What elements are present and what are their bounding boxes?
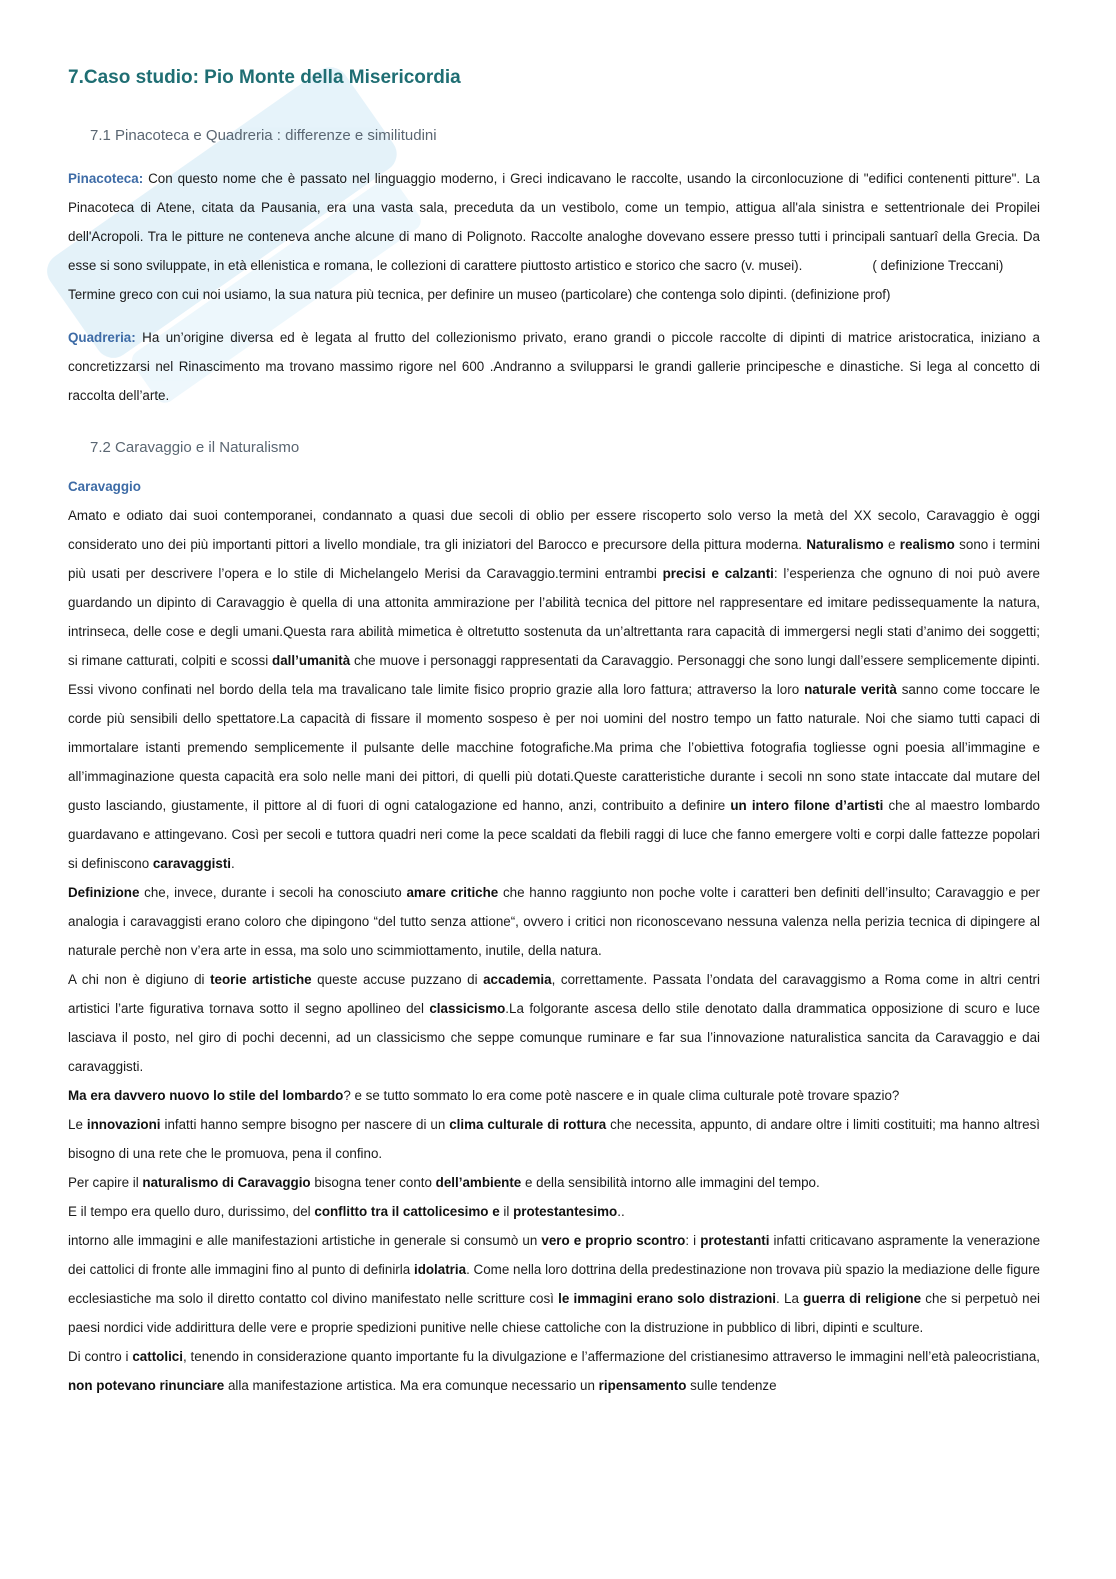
text-run: che muove i personaggi rappresentati da Caravaggio. Personaggi che sono lungi dall’essere semplicemente dipinti. Essi vivono confinati nel bordo della tela ma travalicano tale limite fisico proprio grazie alla loro fattura; attraverso la loro [68,653,1040,697]
pinacoteca-source: ( definizione Treccani) [872,258,1004,273]
bold-term: dall’umanità [272,653,351,668]
bold-term: idolatria [413,1262,467,1277]
bold-term: innovazioni [86,1117,161,1132]
text-run: che, invece, durante i secoli ha conosciuto [139,885,407,900]
bold-term: Definizione [68,885,140,900]
bold-term: protestantesimo [513,1204,618,1219]
text-run: .. [617,1204,625,1219]
quadreria-text: Ha un’origine diversa ed è legata al frutto del collezionismo privato, erano grandi o piccole raccolte di dipinti di matrice aristocratica, iniziano a concretizzarsi nel Rinascimento ma trovano massimo rigore nel 600 .Andranno a svilupparsi le grandi gallerie principesche e dinastiche. Si lega al concetto di raccolta dell’arte. [68,330,1040,403]
bold-term: clima culturale di rottura [449,1117,607,1132]
text-run: , correttamente. Passata l’ondata del caravaggismo a Roma come in altri centri artistici l’arte figurativa tornava sotto il segno apollineo del [68,972,1040,1016]
pinacoteca-label: Pinacoteca: [68,171,144,186]
bold-term: realismo [899,537,955,552]
text-run: . Come nella loro dottrina della predestinazione non trovava più spazio la mediazione delle figure ecclesiastiche ma solo il diretto contatto col divino manifestato nelle scritture così [68,1262,1040,1306]
bold-term: protestanti [700,1233,770,1248]
bold-term: ripensamento [598,1378,687,1393]
text-run: E il tempo era quello duro, durissimo, del [68,1204,315,1219]
bold-term: guerra di religione [803,1291,922,1306]
text-run: : l’esperienza che ognuno di noi può avere guardando un dipinto di Caravaggio è quella di una attonita ammirazione per l’abilità tecnica del pittore nel rappresentare ed imitare pedissequamente la natura, intrinseca, delle cose e degli umani.Questa rara abilità mimetica è oltretutto sostenuta da un’altrettanta rara capacità di immergersi negli stati d’animo dei soggetti; si rimane catturati, colpiti e scossi [68,566,1040,668]
bold-term: naturale verità [804,682,897,697]
bold-term: Ma era davvero nuovo lo stile del lombardo [68,1088,344,1103]
bold-term: teorie artistiche [210,972,312,987]
body-paragraph [68,965,1040,1081]
bold-term: le immagini erano solo distrazioni [558,1291,777,1306]
text-run: Di contro i [68,1349,133,1364]
text-run: A chi non è digiuno di [68,972,211,987]
pinacoteca-text: Con questo nome che è passato nel linguaggio moderno, i Greci indicavano le raccolte, usando la circonlocuzione di "edifici contenenti pitture". La Pinacoteca di Atene, citata da Pausania, era una vasta sala, preceduta da un vestibolo, come un tempio, attigua all'ala sinistra e settentrionale dei Propilei dell'Acropoli. Tra le pitture ne conteneva anche alcune di mano di Polignoto. Raccolte analoghe dovevano essere presso tutti i principali santuarî della Grecia. Da esse si sono sviluppate, in età ellenistica e romana, le collezioni di carattere piuttosto artistico e storico che sacro (v. musei). [68,171,1040,273]
text-run: Le [68,1117,87,1132]
text-run: sulle tendenze [686,1378,777,1393]
bold-term: accademia [483,972,552,987]
text-run: che necessita, appunto, di andare oltre i limiti costituiti; ma hanno altresì bisogno di una rete che le promuova, pena il confino. [68,1117,1040,1161]
text-run: , tenendo in considerazione quanto importante fu la divulgazione e l’affermazione del cristianesimo attraverso le immagini nell’età paleocristiana, [182,1349,1040,1364]
bold-term: dell’ambiente [435,1175,522,1190]
body-paragraph [68,1168,1040,1197]
text-run: ? e se tutto sommato lo era come potè nascere e in quale clima culturale potè trovare spazio? [343,1088,900,1103]
text-run: . [231,856,235,871]
text-run: e della sensibilità intorno alle immagini del tempo. [521,1175,820,1190]
bold-term: cattolici [132,1349,183,1364]
text-run: : i [685,1233,701,1248]
body-paragraph [68,1197,1040,1226]
text-run: Per capire il [68,1175,143,1190]
bold-term: Naturalismo [806,537,884,552]
quadreria-paragraph [68,323,1040,410]
bold-term: vero e proprio scontro [541,1233,686,1248]
text-run: alla manifestazione artistica. Ma era comunque necessario un [224,1378,599,1393]
pinacoteca-prof-definition: Termine greco con cui noi usiamo, la sua natura più tecnica, per definire un museo (particolare) che contenga solo dipinti. (definizione prof) [68,287,891,302]
text-run: bisogna tener conto [310,1175,436,1190]
quadreria-label: Quadreria: [68,330,136,345]
text-run: che al maestro lombardo guardavano e attingevano. Così per secoli e tuttora quadri neri come la pece scaldati da flebili raggi di luce che fanno emergere volti e corpi dalle fattezze popolari si definiscono [68,798,1040,871]
bold-term: non potevano rinunciare [68,1378,225,1393]
text-run: Amato e odiato dai suoi contemporanei, condannato a quasi due secoli di oblio per essere riscoperto solo verso la metà del XX secolo, Caravaggio è oggi considerato uno dei più importanti pittori a livello mondiale, tra gli iniziatori del Barocco e precursore della pittura moderna. [68,508,1040,552]
text-run: sanno come toccare le corde più sensibili dello spettatore.La capacità di fissare il momento sospeso è per noi uomini del nostro tempo un fatto naturale. Noi che siamo tutti capaci di immortalare istanti premendo semplicemente il pulsante delle macchine fotografiche.Ma prima che l’obiettiva fotografia togliesse ogni poesia all’immagine e all’immaginazione questa capacità era solo nelle mani dei pittori, di quelli più dotati.Queste caratteristiche durante i secoli nn sono state intaccate dal mutare del gusto lasciando, giustamente, il pittore al di fuori di ogni catalogazione ed hanno, anzi, contribuito a definire [68,682,1040,813]
text-run: . La [776,1291,804,1306]
caravaggio-body [68,501,1040,1400]
text-run: infatti criticavano aspramente la venerazione dei cattolici di fronte alle immagini fino al punto di definirla [68,1233,1041,1277]
text-run: queste accuse puzzano di [311,972,484,987]
text-run: .La folgorante ascesa dello stile denotato dalla drammatica opposizione di scuro e luce lasciava il posto, nel giro di pochi decenni, ad un classicismo che seppe comunque ruminare e far sua l’innovazione naturalistica sancita da Caravaggio e dai caravaggisti. [68,1001,1040,1074]
body-paragraph [68,501,1040,878]
body-paragraph [68,1081,1040,1110]
bold-term: un intero filone d’artisti [730,798,884,813]
text-run: sono i termini più usati per descrivere l’opera e lo stile di Michelangelo Merisi da Caravaggio.termini entrambi [68,537,1040,581]
body-paragraph [68,1110,1040,1168]
text-run: il [499,1204,514,1219]
text-run: che si perpetuò nei paesi nordici vide addirittura delle vere e proprie spedizioni punitive nelle chiese cattoliche con la distruzione in pubblico di libri, dipinti e sculture. [68,1291,1041,1335]
chapter-title: 7.Caso studio: Pio Monte della Misericordia [68,67,461,88]
bold-term: amare critiche [406,885,499,900]
bold-term: classicismo [429,1001,506,1016]
caravaggio-label: Caravaggio [68,479,141,494]
section-title-7-1: 7.1 Pinacoteca e Quadreria : differenze e similitudini [90,127,437,144]
text-run: che hanno raggiunto non poche volte i caratteri ben definiti dell’insulto; Caravaggio e per analogia i caravaggisti erano coloro che dipingono “del tutto senza attione“, ovvero i critici non riconoscevano nessuna valenza nella perizia tecnica di dipingere al naturale perchè non v’era arte in essa, ma solo uno scimmiottamento, inutile, della natura. [68,885,1040,958]
bold-term: precisi e calzanti [662,566,774,581]
bold-term: naturalismo di Caravaggio [142,1175,311,1190]
text-run: e [883,537,900,552]
bold-term: conflitto tra il cattolicesimo e [314,1204,500,1219]
text-run: intorno alle immagini e alle manifestazioni artistiche in generale si consumò un [68,1233,542,1248]
section-title-7-2: 7.2 Caravaggio e il Naturalismo [90,439,300,456]
pinacoteca-paragraph [68,164,1040,280]
body-paragraph [68,1226,1040,1342]
body-paragraph [68,878,1040,965]
text-run: infatti hanno sempre bisogno per nascere di un [160,1117,450,1132]
bold-term: caravaggisti [152,856,232,871]
body-paragraph [68,1342,1040,1400]
